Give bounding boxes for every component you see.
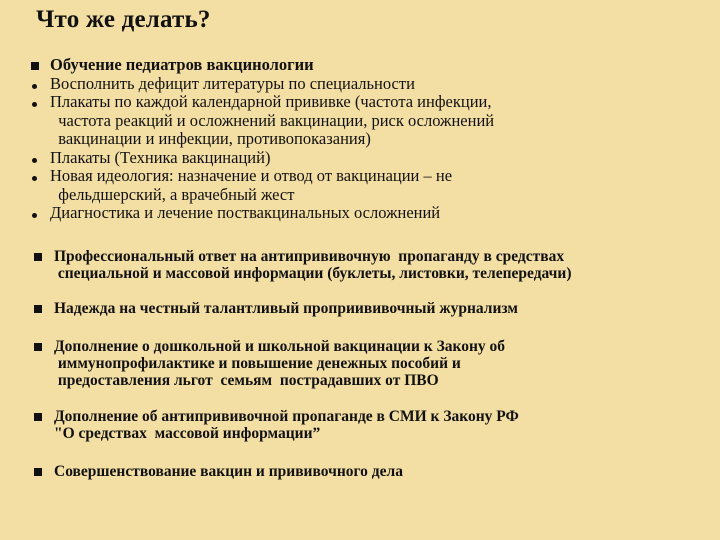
paragraph bbox=[30, 463, 403, 480]
square-bullet-icon bbox=[30, 338, 54, 355]
slide-title: Что же делать? bbox=[36, 6, 211, 33]
list-item bbox=[30, 149, 494, 168]
list-item-line: вакцинации и инфекции, противопоказания) bbox=[50, 129, 371, 148]
list-item-line: Плакаты (Техника вакцинаций) bbox=[50, 147, 271, 167]
paragraph-line: "О средствах массовой информации” bbox=[54, 425, 321, 442]
dot-bullet-icon bbox=[30, 75, 50, 94]
paragraph bbox=[30, 338, 505, 389]
list-header: Обучение педиатров вакцинологии bbox=[50, 55, 314, 74]
dot-bullet-icon bbox=[30, 167, 50, 186]
list-item-line: частота реакций и осложнений вакцинации, риск осложнений bbox=[50, 110, 495, 130]
paragraph-line: Совершенствование вакцин и прививочного дела bbox=[54, 463, 403, 480]
paragraph-line: Дополнение о дошкольной и школьной вакцинации к Закону об bbox=[54, 338, 506, 355]
list-item bbox=[30, 204, 494, 223]
paragraph-line: Дополнение об антипрививочной пропаганде в СМИ к Закону РФ bbox=[54, 408, 519, 425]
paragraph bbox=[30, 248, 572, 282]
dot-bullet-icon bbox=[30, 204, 50, 223]
square-bullet-icon bbox=[30, 463, 54, 480]
square-bullet-icon bbox=[30, 56, 50, 75]
paragraph-line: иммунопрофилактике и повышение денежных пособий и bbox=[54, 355, 461, 372]
square-bullet-icon bbox=[30, 408, 54, 425]
first-list bbox=[30, 56, 494, 223]
paragraph-line: специальной и массовой информации (буклеты, листовки, телепередачи) bbox=[54, 265, 572, 282]
list-item-line: Восполнить дефицит литературы по специальности bbox=[50, 73, 415, 93]
list-item-line: Плакаты по каждой календарной прививке (частота инфекции, bbox=[50, 92, 492, 111]
list-header-row bbox=[30, 56, 494, 75]
square-bullet-icon bbox=[30, 248, 54, 265]
list-item bbox=[30, 167, 494, 204]
dot-bullet-icon bbox=[30, 93, 50, 112]
dot-bullet-icon bbox=[30, 149, 50, 168]
paragraph bbox=[30, 408, 519, 442]
list-item bbox=[30, 75, 494, 94]
paragraph-line: Надежда на честный талантливый проприививочный журнализм bbox=[54, 300, 518, 317]
square-bullet-icon bbox=[30, 300, 54, 317]
list-item-line: Новая идеология: назначение и отвод от вакцинации – не bbox=[50, 166, 453, 185]
paragraph bbox=[30, 300, 518, 317]
paragraph-line: Профессиональный ответ на антипрививочную пропаганду в средствах bbox=[54, 248, 565, 265]
paragraph-line: предоставления льгот семьям пострадавших от ПВО bbox=[54, 372, 439, 389]
list-item-line: фельдшерский, а врачебный жест bbox=[50, 184, 295, 204]
list-item bbox=[30, 93, 494, 149]
list-item-line: Диагностика и лечение поствакцинальных осложнений bbox=[50, 203, 441, 222]
